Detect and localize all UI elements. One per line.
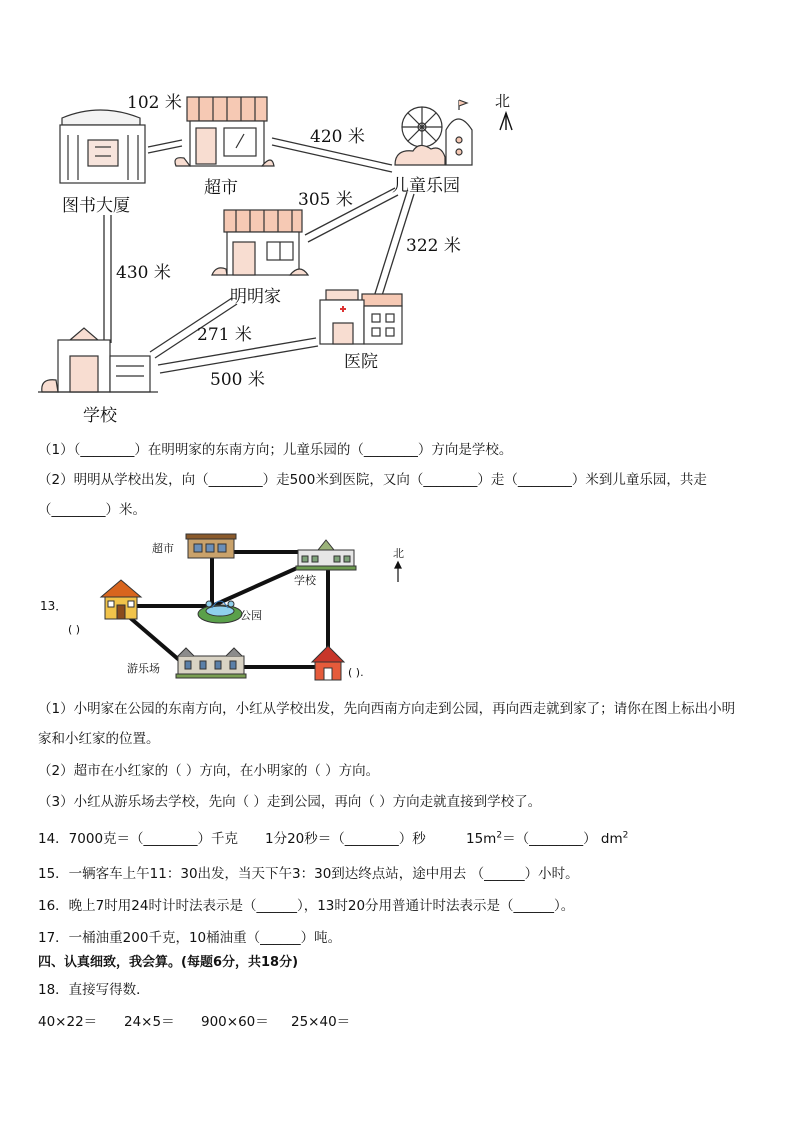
map2-place-playground: 游乐场: [127, 662, 160, 675]
place-school: 学校: [83, 406, 117, 426]
q14-c-sup2: 2: [622, 830, 629, 841]
section-4-heading: 四、认真细致，我会算。(每题6分，共18分): [38, 955, 299, 970]
q14-c-pre: 15m: [466, 831, 497, 847]
school-icon: [296, 540, 356, 570]
place-supermarket: 超市: [204, 178, 238, 198]
library-building: [60, 110, 145, 183]
distance-library-supermarket: 102 米: [127, 93, 182, 113]
map2-blank-left: ( ): [68, 623, 81, 636]
q17: 17．一桶油重200千克，10桶油重（______）吨。: [38, 930, 342, 946]
map2-place-supermarket: 超市: [152, 542, 174, 555]
q12-line3: （________）米。: [38, 502, 146, 518]
q12-line2: （2）明明从学校出发，向（________）走500米到医院，又向（________）走（________）米到儿童乐园，共走: [38, 472, 707, 488]
house-left-icon: [101, 580, 141, 619]
school-building: [38, 328, 158, 392]
distance-mingming-park: 305 米: [298, 190, 353, 210]
supermarket-icon: [186, 534, 236, 558]
place-hospital: 医院: [344, 352, 378, 372]
q14-part-a: 14．7000克＝（________）千克: [38, 831, 239, 847]
north-label-1: 北: [495, 92, 511, 110]
q16: 16．晚上7时用24时计时法表示是（______），13时20分用普通计时法表示是（______）。: [38, 898, 575, 914]
q15: 15．一辆客车上午11：30出发，当天下午3：30到达终点站，途中用去 （______）小时。: [38, 866, 579, 882]
map2-blank-right: ( ).: [348, 666, 364, 679]
distance-library-school: 430 米: [116, 263, 171, 283]
distance-supermarket-park: 420 米: [310, 127, 365, 147]
q12-line1: （1）（________）在明明家的东南方向；儿童乐园的（________）方向是学校。: [38, 442, 513, 458]
q13-line3: （2）超市在小红家的（ ）方向，在小明家的（ ）方向。: [38, 763, 380, 779]
north-arrow-icon: [500, 113, 512, 130]
q18-title: 18．直接写得数．: [38, 982, 150, 998]
place-library: 图书大厦: [62, 196, 130, 216]
hospital-building: [320, 290, 402, 344]
q13-line4: （3）小红从游乐场去学校，先向（ ）走到公园，再向（ ）方向走就直接到学校了。: [38, 794, 542, 810]
place-mingming-home: 明明家: [230, 287, 281, 307]
distance-school-hospital: 500 米: [210, 370, 265, 390]
park-building: [395, 100, 472, 165]
distance-park-hospital: 322 米: [406, 236, 461, 256]
place-park: 儿童乐园: [392, 176, 460, 196]
q13-line1: （1）小明家在公园的东南方向，小红从学校出发，先向西南方向走到公园，再向西走就到家了；请你在图上标出小明: [38, 701, 736, 717]
q18-item-1: 40×22＝: [38, 1014, 98, 1030]
q14-c-mid: ＝（________） dm: [502, 831, 623, 847]
map2-place-park: 公园: [240, 609, 262, 622]
q13-number: 13．: [40, 599, 68, 613]
q18-item-3: 900×60＝: [201, 1014, 269, 1030]
north-arrow-icon-2: [395, 562, 401, 582]
supermarket-building: [175, 97, 274, 166]
q14-part-c: [466, 827, 628, 847]
house-right-icon: [312, 646, 344, 680]
q18-item-4: 25×40＝: [291, 1014, 351, 1030]
q14-part-b: 1分20秒＝（________）秒: [265, 831, 426, 847]
map2-north: 北: [393, 547, 404, 560]
mingming-home-building: [212, 210, 308, 275]
map2-place-school: 学校: [294, 574, 316, 587]
q14-c-sup: 2: [496, 830, 503, 841]
q13-line2: 家和小红家的位置。: [38, 731, 160, 747]
distance-school-mingming: 271 米: [197, 325, 252, 345]
q18-item-2: 24×5＝: [124, 1014, 175, 1030]
playground-icon: [176, 648, 246, 678]
